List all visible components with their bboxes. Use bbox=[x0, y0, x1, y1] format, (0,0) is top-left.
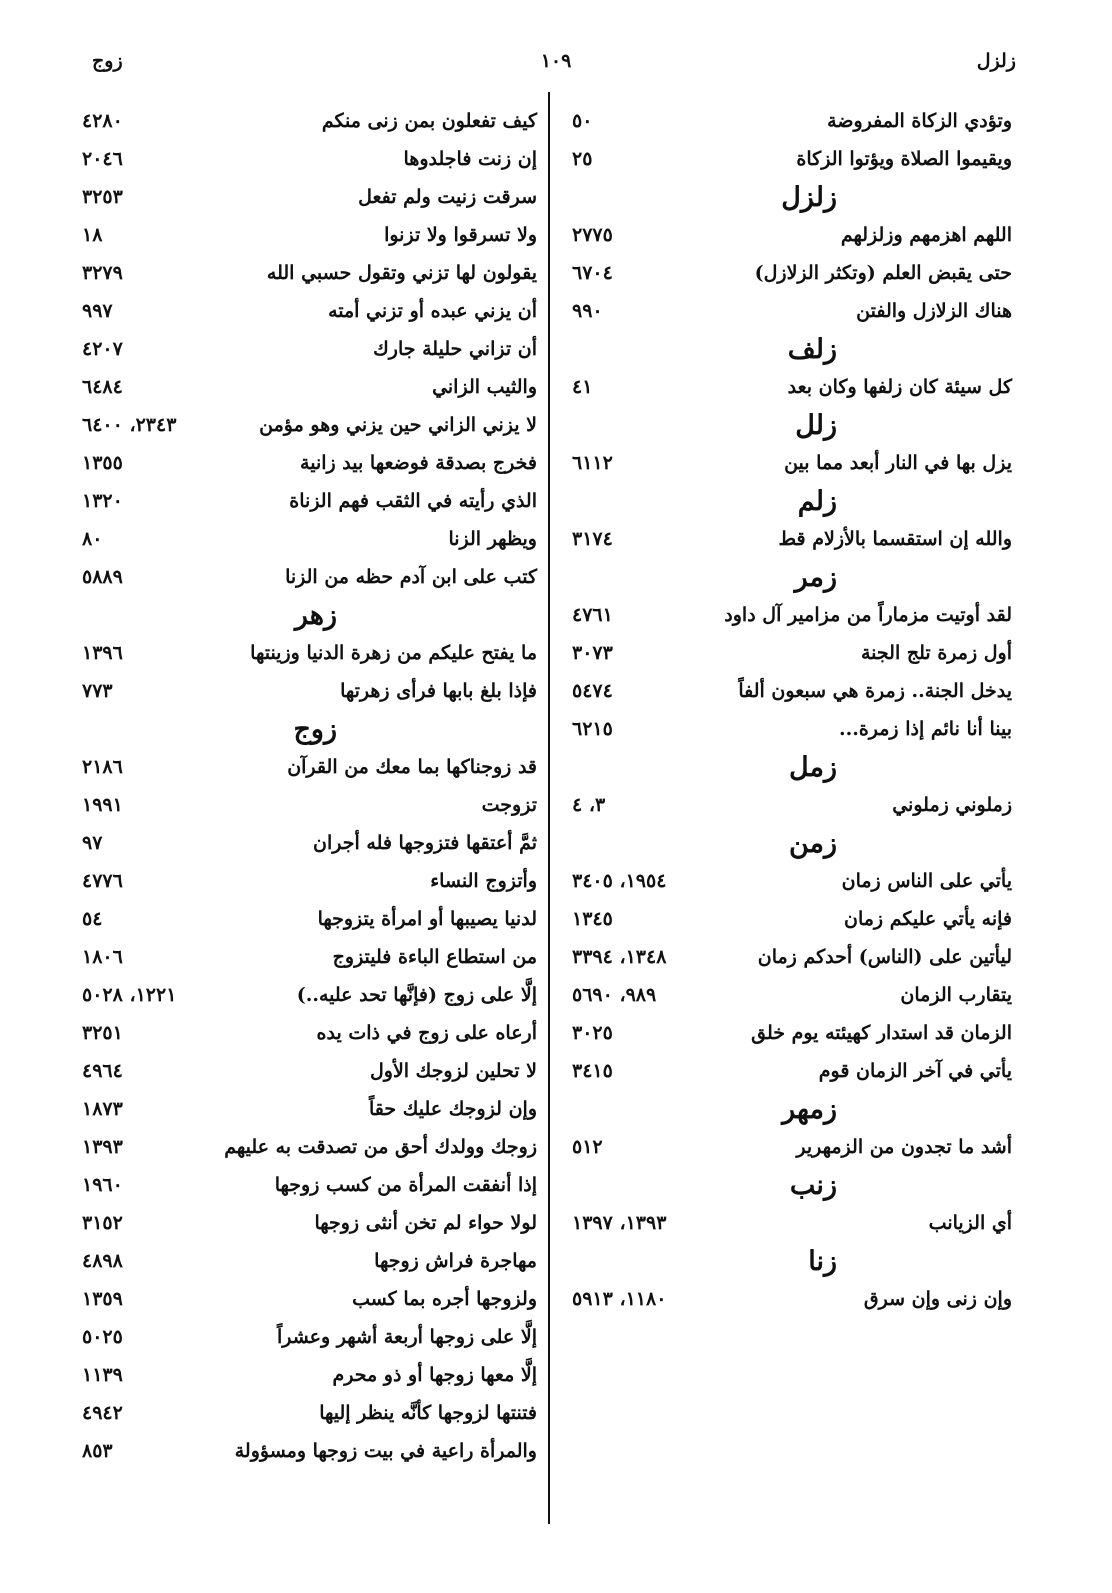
entry-text: سرقت زنيت ولم تفعل bbox=[358, 186, 537, 208]
entry-text: كيف تفعلون بمن زنى منكم bbox=[321, 110, 537, 132]
entry-reference-number: ٢١٨٦ bbox=[82, 756, 123, 778]
entry-reference-number: ٢٥ bbox=[572, 148, 593, 170]
entry-text: أن يزني عبده أو تزني أمته bbox=[328, 300, 537, 322]
keyword-heading-row bbox=[572, 826, 1012, 864]
entry-text: يقولون لها تزني وتقول حسبي الله bbox=[266, 262, 537, 284]
index-entry bbox=[82, 826, 537, 864]
index-entry bbox=[82, 522, 537, 560]
right-column bbox=[572, 104, 1012, 1320]
index-entry bbox=[572, 218, 1012, 256]
header-right-keyword: زلزل bbox=[976, 50, 1016, 72]
keyword-heading-row bbox=[572, 1168, 1012, 1206]
index-entry bbox=[82, 902, 537, 940]
entry-text: ويقيموا الصلاة ويؤتوا الزكاة bbox=[796, 148, 1012, 170]
entry-text: تزوجت bbox=[481, 794, 537, 816]
index-entry bbox=[82, 1168, 537, 1206]
keyword-heading-row bbox=[572, 1244, 1012, 1282]
entry-reference-number: ١٣٥٥ bbox=[82, 452, 123, 474]
keyword-heading-row bbox=[572, 408, 1012, 446]
entry-reference-number: ١٩٥٤، ٣٤٠٥ bbox=[572, 870, 667, 892]
keyword-heading-row bbox=[572, 180, 1012, 218]
keyword-heading: زمل bbox=[789, 752, 837, 783]
entry-reference-number: ١٩٩١ bbox=[82, 794, 123, 816]
index-entry bbox=[82, 1320, 537, 1358]
index-entry bbox=[572, 1282, 1012, 1320]
index-entry bbox=[82, 1016, 537, 1054]
entry-text: أول زمرة تلج الجنة bbox=[861, 642, 1012, 664]
column-divider bbox=[548, 92, 550, 1524]
entry-text: وإن زنى وإن سرق bbox=[863, 1288, 1012, 1310]
entry-reference-number: ٤٧٧٦ bbox=[82, 870, 123, 892]
entry-text: الزمان قد استدار كهيئته يوم خلق bbox=[751, 1022, 1012, 1044]
index-entry bbox=[572, 902, 1012, 940]
entry-reference-number: ٤١ bbox=[572, 376, 593, 398]
entry-reference-number: ٣٢٧٩ bbox=[82, 262, 123, 284]
keyword-heading-row bbox=[572, 484, 1012, 522]
entry-text: فخرج بصدقة فوضعها بيد زانية bbox=[300, 452, 537, 474]
entry-reference-number: ٣٢٥٣ bbox=[82, 186, 123, 208]
index-entry bbox=[82, 1282, 537, 1320]
entry-text: الذي رأيته في الثقب فهم الزناة bbox=[289, 490, 537, 512]
entry-reference-number: ١٣٩٦ bbox=[82, 642, 123, 664]
index-entry bbox=[82, 1396, 537, 1434]
index-entry bbox=[82, 294, 537, 332]
keyword-heading: زلل bbox=[795, 410, 837, 441]
entry-reference-number: ١٣٩٣، ١٣٩٧ bbox=[572, 1212, 667, 1234]
entry-reference-number: ٣١٧٤ bbox=[572, 528, 613, 550]
page-number: ١٠٩ bbox=[540, 50, 572, 72]
keyword-heading-row bbox=[82, 598, 537, 636]
index-entry bbox=[572, 636, 1012, 674]
entry-reference-number: ٣٤١٥ bbox=[572, 1060, 613, 1082]
index-entry bbox=[82, 1054, 537, 1092]
entry-reference-number: ١٣٥٩ bbox=[82, 1288, 123, 1310]
index-entry bbox=[82, 1244, 537, 1282]
entry-text: وأتزوج النساء bbox=[430, 870, 537, 892]
entry-reference-number: ٨٥٣ bbox=[82, 1440, 113, 1462]
entry-reference-number: ٥٤ bbox=[82, 908, 103, 930]
index-entry bbox=[572, 1206, 1012, 1244]
index-entry bbox=[82, 142, 537, 180]
index-entry bbox=[572, 142, 1012, 180]
entry-text: أي الزيانب bbox=[928, 1212, 1012, 1234]
index-entry bbox=[572, 446, 1012, 484]
index-entry bbox=[82, 446, 537, 484]
entry-text: لا يزني الزاني حين يزني وهو مؤمن bbox=[259, 414, 537, 436]
entry-reference-number: ٣٠٧٣ bbox=[572, 642, 613, 664]
entry-reference-number: ١٩٦٠ bbox=[82, 1174, 123, 1196]
entry-reference-number: ٦٤٨٤ bbox=[82, 376, 123, 398]
index-entry bbox=[572, 978, 1012, 1016]
index-entry bbox=[82, 978, 537, 1016]
entry-text: لولا حواء لم تخن أنثى زوجها bbox=[314, 1212, 537, 1234]
index-entry bbox=[572, 1130, 1012, 1168]
keyword-heading: زهر bbox=[294, 600, 337, 631]
index-entry bbox=[82, 674, 537, 712]
entry-reference-number: ١٣٩٣ bbox=[82, 1136, 123, 1158]
entry-reference-number: ١٨٠٦ bbox=[82, 946, 123, 968]
entry-text: ويظهر الزنا bbox=[448, 528, 537, 550]
entry-text: فإذا بلغ بابها فرأى زهرتها bbox=[340, 680, 537, 702]
entry-text: زملوني زملوني bbox=[892, 794, 1012, 816]
entry-reference-number: ١٣٤٥ bbox=[572, 908, 613, 930]
entry-reference-number: ١١٨٠، ٥٩١٣ bbox=[572, 1288, 667, 1310]
entry-reference-number: ٤٢٨٠ bbox=[82, 110, 123, 132]
entry-reference-number: ٤٧٦١ bbox=[572, 604, 613, 626]
index-entry bbox=[572, 674, 1012, 712]
index-entry bbox=[82, 560, 537, 598]
index-entry bbox=[82, 1092, 537, 1130]
entry-text: ولا تسرقوا ولا تزنوا bbox=[384, 224, 537, 246]
keyword-heading-row bbox=[572, 750, 1012, 788]
entry-text: يأتي على الناس زمان bbox=[841, 870, 1012, 892]
entry-text: ثمَّ أعتقها فتزوجها فله أجران bbox=[313, 832, 537, 854]
entry-text: ليأتين على (الناس) أحدكم زمان bbox=[757, 946, 1012, 968]
entry-reference-number: ٩٩٠ bbox=[572, 300, 603, 322]
entry-reference-number: ٥٠ bbox=[572, 110, 593, 132]
entry-text: لدنيا يصيبها أو امرأة يتزوجها bbox=[317, 908, 537, 930]
left-column bbox=[82, 104, 537, 1472]
entry-text: يزل بها في النار أبعد مما بين bbox=[784, 452, 1012, 474]
keyword-heading: زوج bbox=[293, 714, 337, 745]
entry-reference-number: ٩٧ bbox=[82, 832, 103, 854]
entry-text: يأتي في آخر الزمان قوم bbox=[818, 1060, 1012, 1082]
entry-reference-number: ١١٣٩ bbox=[82, 1364, 123, 1386]
entry-text: زوجك وولدك أحق من تصدقت به عليهم bbox=[224, 1136, 537, 1158]
entry-reference-number: ٤٩٦٤ bbox=[82, 1060, 123, 1082]
index-entry bbox=[82, 218, 537, 256]
entry-text: فتنتها لزوجها كأنَّه ينظر إليها bbox=[319, 1402, 537, 1424]
keyword-heading-row bbox=[572, 332, 1012, 370]
entry-text: قد زوجناكها بما معك من القرآن bbox=[287, 756, 537, 778]
entry-text: يدخل الجنة.. زمرة هي سبعون ألفاً bbox=[738, 680, 1012, 702]
entry-reference-number: ٣، ٤ bbox=[572, 794, 606, 816]
index-entry bbox=[82, 864, 537, 902]
entry-text: كل سيئة كان زلفها وكان بعد bbox=[787, 376, 1012, 398]
entry-text: فإنه يأتي عليكم زمان bbox=[844, 908, 1012, 930]
entry-reference-number: ١٣٢٠ bbox=[82, 490, 123, 512]
keyword-heading: زلف bbox=[787, 334, 837, 365]
entry-text: هناك الزلازل والفتن bbox=[856, 300, 1012, 322]
index-entry bbox=[572, 788, 1012, 826]
entry-reference-number: ٦٧٠٤ bbox=[572, 262, 613, 284]
index-entry bbox=[82, 332, 537, 370]
entry-reference-number: ١٨٧٣ bbox=[82, 1098, 123, 1120]
keyword-heading: زلزل bbox=[781, 182, 837, 213]
entry-reference-number: ٩٩٧ bbox=[82, 300, 113, 322]
index-entry bbox=[572, 294, 1012, 332]
index-entry bbox=[572, 712, 1012, 750]
entry-text: كتب على ابن آدم حظه من الزنا bbox=[285, 566, 537, 588]
entry-reference-number: ٧٧٣ bbox=[82, 680, 113, 702]
header-left-keyword: زوج bbox=[92, 50, 123, 72]
index-entry bbox=[572, 598, 1012, 636]
entry-reference-number: ٥٨٨٩ bbox=[82, 566, 123, 588]
entry-reference-number: ١٣٤٨، ٣٣٩٤ bbox=[572, 946, 667, 968]
entry-text: مهاجرة فراش زوجها bbox=[374, 1250, 537, 1272]
entry-text: يتقارب الزمان bbox=[900, 984, 1012, 1006]
index-entry bbox=[82, 1130, 537, 1168]
index-entry bbox=[82, 750, 537, 788]
index-entry bbox=[572, 864, 1012, 902]
entry-reference-number: ٤٢٠٧ bbox=[82, 338, 123, 360]
entry-text: أشد ما تجدون من الزمهرير bbox=[796, 1136, 1012, 1158]
entry-reference-number: ٥٠٢٥ bbox=[82, 1326, 123, 1348]
keyword-heading: زمهر bbox=[782, 1094, 837, 1125]
entry-text: أرعاه على زوج في ذات يده bbox=[316, 1022, 537, 1044]
entry-text: وتؤدي الزكاة المفروضة bbox=[827, 110, 1012, 132]
entry-reference-number: ٢٠٤٦ bbox=[82, 148, 123, 170]
entry-text: من استطاع الباءة فليتزوج bbox=[332, 946, 537, 968]
index-entry bbox=[82, 370, 537, 408]
keyword-heading: زنا bbox=[808, 1246, 837, 1277]
index-entry bbox=[82, 1206, 537, 1244]
entry-reference-number: ١٢٢١، ٥٠٢٨ bbox=[82, 984, 177, 1006]
index-entry bbox=[572, 370, 1012, 408]
index-entry bbox=[82, 104, 537, 142]
entry-text: حتى يقبض العلم (وتكثر الزلازل) bbox=[754, 262, 1012, 284]
entry-text: والمرأة راعية في بيت زوجها ومسؤولة bbox=[234, 1440, 537, 1462]
keyword-heading: زلم bbox=[797, 486, 837, 517]
index-entry bbox=[572, 256, 1012, 294]
entry-text: ما يفتح عليكم من زهرة الدنيا وزينتها bbox=[250, 642, 537, 664]
entry-text: أن تزاني حليلة جارك bbox=[373, 338, 537, 360]
index-entry bbox=[82, 484, 537, 522]
index-entry bbox=[572, 1054, 1012, 1092]
entry-reference-number: ٢٧٧٥ bbox=[572, 224, 613, 246]
entry-reference-number: ٣٢٥١ bbox=[82, 1022, 123, 1044]
index-entry bbox=[82, 256, 537, 294]
entry-text: لقد أوتيت مزماراً من مزامير آل داود bbox=[724, 604, 1012, 626]
entry-reference-number: ٦١١٢ bbox=[572, 452, 613, 474]
keyword-heading: زمن bbox=[788, 828, 837, 859]
index-entry bbox=[572, 1016, 1012, 1054]
entry-text: إن زنت فاجلدوها bbox=[403, 148, 537, 170]
keyword-heading-row bbox=[82, 712, 537, 750]
keyword-heading: زنب bbox=[789, 1170, 837, 1201]
index-entry bbox=[82, 180, 537, 218]
index-entry bbox=[82, 408, 537, 446]
index-entry bbox=[82, 1434, 537, 1472]
index-entry bbox=[82, 940, 537, 978]
entry-reference-number: ٤٨٩٨ bbox=[82, 1250, 123, 1272]
keyword-heading: زمر bbox=[794, 562, 837, 593]
index-entry bbox=[572, 104, 1012, 142]
entry-reference-number: ٩٨٩، ٥٦٩٠ bbox=[572, 984, 657, 1006]
entry-text: إلَّا على زوج (فإنَّها تحد عليه..) bbox=[296, 984, 537, 1006]
entry-text: والله إن استقسما بالأزلام قط bbox=[778, 528, 1012, 550]
keyword-heading-row bbox=[572, 560, 1012, 598]
index-entry bbox=[572, 940, 1012, 978]
entry-text: بينا أنا نائم إذا زمرة... bbox=[838, 718, 1012, 740]
keyword-heading-row bbox=[572, 1092, 1012, 1130]
entry-text: إلَّا معها زوجها أو ذو محرم bbox=[332, 1364, 537, 1386]
entry-reference-number: ٥٤٧٤ bbox=[572, 680, 613, 702]
entry-reference-number: ٢٣٤٣، ٦٤٠٠ bbox=[82, 414, 177, 436]
index-entry bbox=[572, 522, 1012, 560]
index-entry bbox=[82, 1358, 537, 1396]
entry-reference-number: ٣١٥٢ bbox=[82, 1212, 123, 1234]
entry-text: وإن لزوجك عليك حقاً bbox=[369, 1098, 537, 1120]
entry-text: إلَّا على زوجها أربعة أشهر وعشراً bbox=[276, 1326, 537, 1348]
entry-reference-number: ٨٠ bbox=[82, 528, 103, 550]
entry-reference-number: ٤٩٤٢ bbox=[82, 1402, 123, 1424]
entry-text: والثيب الزاني bbox=[432, 376, 537, 398]
entry-reference-number: ١٨ bbox=[82, 224, 103, 246]
entry-text: ولزوجها أجره بما كسب bbox=[352, 1288, 537, 1310]
entry-reference-number: ٥١٢ bbox=[572, 1136, 603, 1158]
entry-reference-number: ٦٢١٥ bbox=[572, 718, 613, 740]
entry-text: إذا أنفقت المرأة من كسب زوجها bbox=[274, 1174, 537, 1196]
index-entry bbox=[82, 636, 537, 674]
entry-reference-number: ٣٠٢٥ bbox=[572, 1022, 613, 1044]
index-entry bbox=[82, 788, 537, 826]
entry-text: لا تحلين لزوجك الأول bbox=[369, 1060, 537, 1082]
entry-text: اللهم اهزمهم وزلزلهم bbox=[840, 224, 1012, 246]
